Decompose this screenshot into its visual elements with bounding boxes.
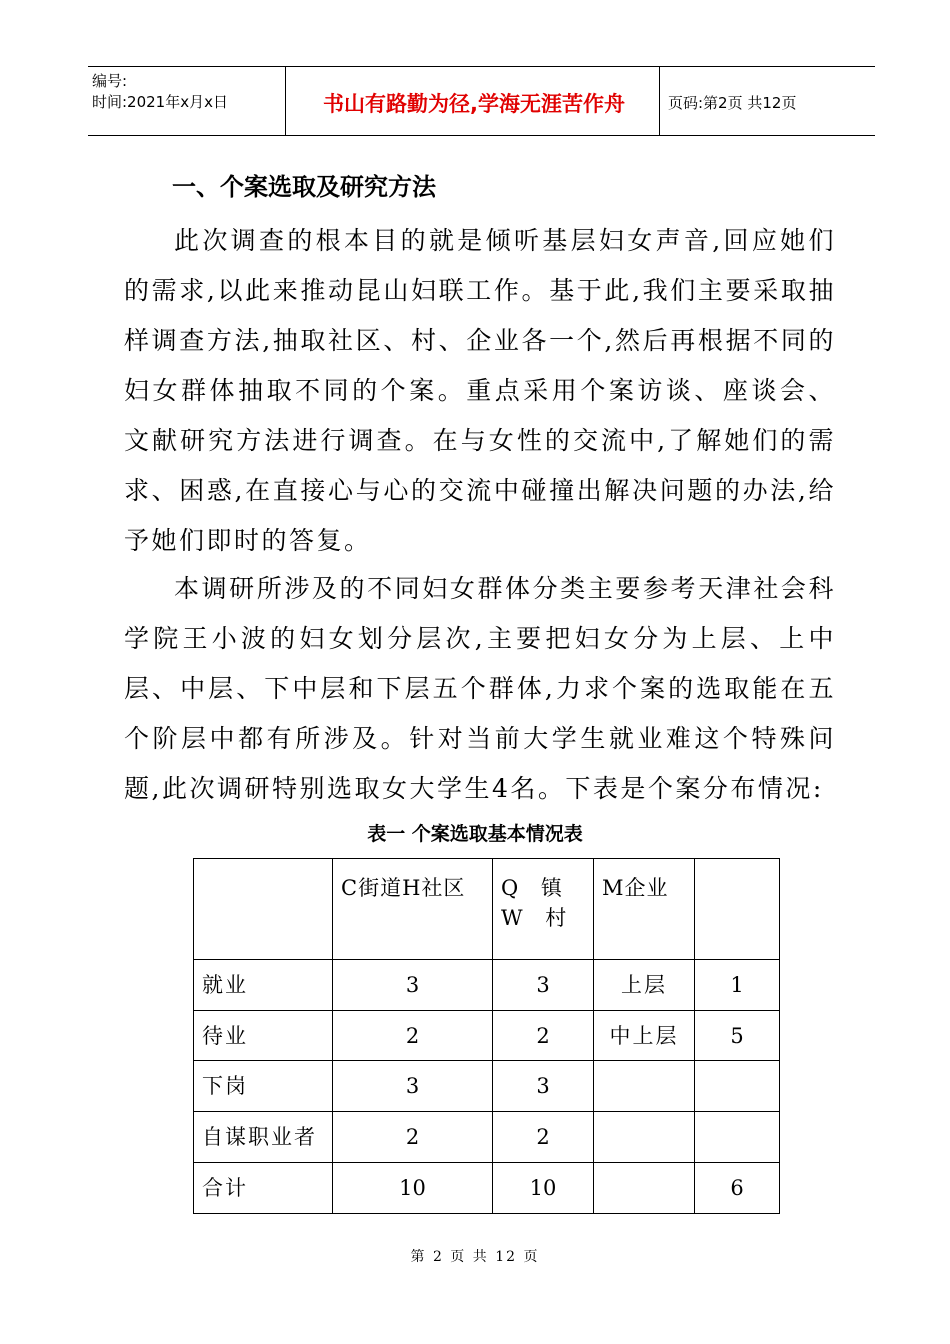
table-cell: 1 xyxy=(695,960,780,1011)
table-cell xyxy=(594,1112,695,1163)
table-cell xyxy=(695,1112,780,1163)
row-label: 下岗 xyxy=(194,1061,333,1112)
header-meta xyxy=(92,71,228,113)
section-heading: 一、个案选取及研究方法 xyxy=(172,173,436,201)
paragraph: 此次调查的根本目的就是倾听基层妇女声音,回应她们的需求,以此来推动昆山妇联工作。基于此,我们主要采取抽样调查方法,抽取社区、村、企业各一个,然后再根据不同的妇女群体抽取不同的个案。重点采用个案访谈、座谈会、文献研究方法进行调查。在与女性的交流中,了解她们的需求、困惑,在直接心与心的交流中碰撞出解决问题的办法,给予她们即时的答复。 xyxy=(124,226,836,555)
table-header-cell: C街道H社区 xyxy=(333,859,493,960)
table-cell: 2 xyxy=(493,1112,594,1163)
table-cell xyxy=(594,1163,695,1214)
table-row xyxy=(194,960,780,1011)
table-cell: 2 xyxy=(333,1011,493,1061)
row-label: 自谋职业者 xyxy=(194,1112,333,1163)
table-cell: 3 xyxy=(333,1061,493,1112)
header-divider xyxy=(659,67,660,135)
header-motto: 书山有路勤为径,学海无涯苦作舟 xyxy=(323,92,625,116)
table-cell: 10 xyxy=(333,1163,493,1214)
table-header-cell xyxy=(194,859,333,960)
table-cell: 2 xyxy=(333,1112,493,1163)
row-label: 合计 xyxy=(194,1163,333,1214)
table-header-cell: Q 镇 W 村 xyxy=(493,859,594,960)
table-row xyxy=(194,1011,780,1061)
table-cell: 3 xyxy=(333,960,493,1011)
table-cell: 中上层 xyxy=(594,1011,695,1061)
header-divider xyxy=(285,67,286,135)
table-row xyxy=(194,1112,780,1163)
table-cell: 10 xyxy=(493,1163,594,1214)
table-cell: 上层 xyxy=(594,960,695,1011)
page-footer: 第 2 页 共 12 页 xyxy=(410,1249,540,1265)
document-number-label: 编号: xyxy=(92,72,128,90)
table-cell: 5 xyxy=(695,1011,780,1061)
document-time-label: 时间:2021年x月x日 xyxy=(92,93,228,111)
row-label: 待业 xyxy=(194,1011,333,1061)
table-header-cell: M企业 xyxy=(594,859,695,960)
table-header-cell xyxy=(695,859,780,960)
page-header xyxy=(88,66,875,136)
table-cell: 3 xyxy=(493,960,594,1011)
paragraph: 本调研所涉及的不同妇女群体分类主要参考天津社会科学院王小波的妇女划分层次,主要把妇女分为上层、上中层、中层、下中层和下层五个群体,力求个案的选取能在五个阶层中都有所涉及。针对当前大学生就业难这个特殊问题,此次调研特别选取女大学生4名。下表是个案分布情况: xyxy=(124,574,836,803)
table-row xyxy=(194,1163,780,1214)
table-cell: 2 xyxy=(493,1011,594,1061)
table-header-row xyxy=(194,859,780,960)
header-page-info: 页码:第2页 共12页 xyxy=(668,94,797,112)
case-table xyxy=(193,858,780,1214)
table-cell xyxy=(695,1061,780,1112)
table-row xyxy=(194,1061,780,1112)
row-label: 就业 xyxy=(194,960,333,1011)
table-cell: 6 xyxy=(695,1163,780,1214)
table-cell xyxy=(594,1061,695,1112)
table-cell: 3 xyxy=(493,1061,594,1112)
table-caption: 表一 个案选取基本情况表 xyxy=(367,823,583,845)
